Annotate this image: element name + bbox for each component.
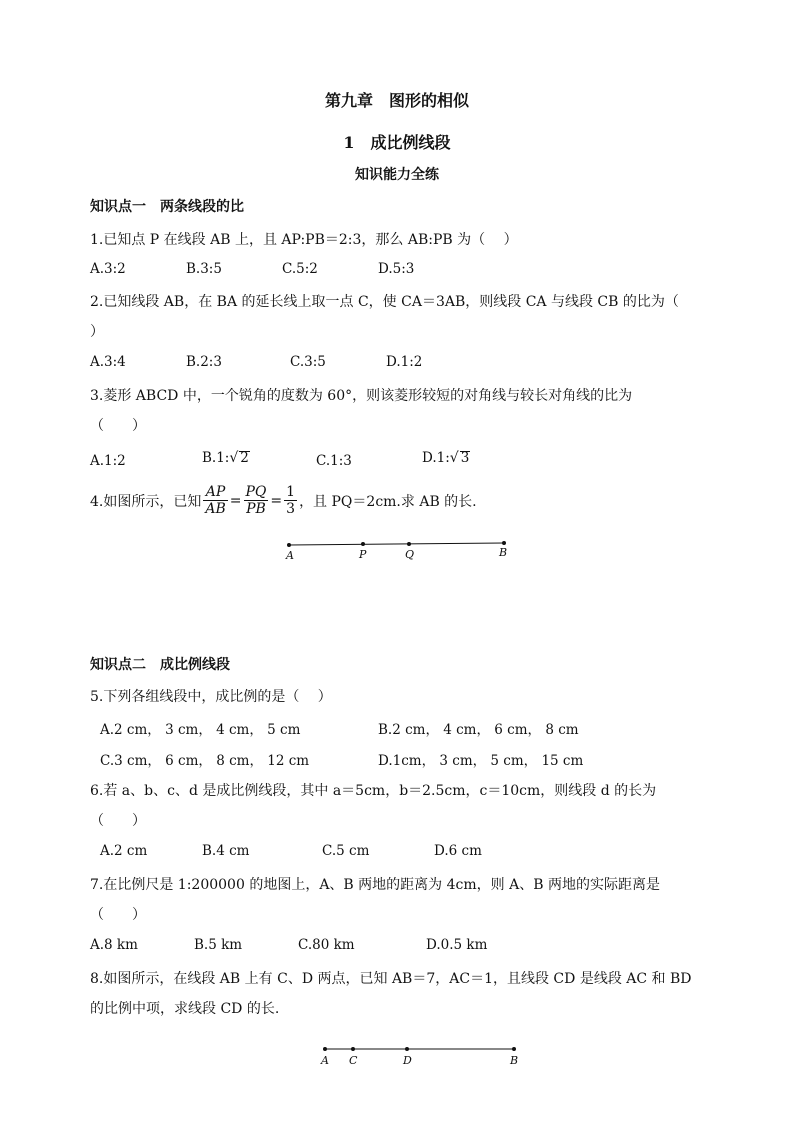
q6-option-d: D.6 cm [434,843,482,859]
label-c: C [349,1054,358,1067]
q3-d-radicand: 3 [460,450,470,466]
q6-option-b: B.4 cm [202,843,250,859]
label-q: Q [405,548,415,561]
label-a-2: A [321,1054,329,1067]
q3-option-a: A.1:2 [90,453,126,469]
question-8-line-1: 8.如图所示，在线段 AB 上有 C、D 两点，已知 AB＝7，AC＝1，且线段 CD 是线段 AC 和 BD [90,971,692,987]
question-1-text: 1.已知点 P 在线段 AB 上，且 AP:PB＝2:3，那么 AB:PB 为（ ） [90,232,518,248]
point-a-dot [287,543,291,547]
question-4-text: 4.如图所示，已知 $\frac{AP}{AB}$ = $\frac{PQ}{PB}$ = $\frac{1}{3}$ ，且 PQ＝2cm.求 AB 的长. [90,484,477,517]
q2-option-a: A.3:4 [90,354,126,370]
point-c-dot [351,1047,355,1051]
q1-option-d: D.5:3 [378,261,415,277]
question-7-line-1: 7.在比例尺是 1:200000 的地图上，A、B 两地的距离为 4cm，则 A、B 两地的实际距离是 [90,877,660,893]
q5-option-b: B.2 cm， 4 cm， 6 cm， 8 cm [378,722,579,738]
q6-option-c: C.5 cm [322,843,370,859]
knowledge-point-1-title: 知识点一 两条线段的比 [90,199,244,215]
q7-option-c: C.80 km [298,937,355,953]
question-2-line-2: ） [90,324,104,340]
fraction-ap-ab: $\frac{AP}{AB}$ [205,484,226,517]
segment-figure-acdb [316,1040,526,1070]
q5-option-d: D.1cm， 3 cm， 5 cm， 15 cm [378,753,584,769]
q7-option-b: B.5 km [194,937,243,953]
label-p: P [359,548,367,561]
q3-option-d: D.1:√ 3 [422,450,470,466]
chapter-title: 第九章 图形的相似 [324,91,469,110]
fraction-pq-pb: $\frac{PQ}{PB}$ [245,484,267,517]
knowledge-point-2-title: 知识点二 成比例线段 [90,657,230,673]
label-b-2: B [510,1054,519,1067]
q5-option-c: C.3 cm， 6 cm， 8 cm， 12 cm [100,753,310,769]
q3-b-radicand: 2 [240,450,249,466]
question-6-line-2: （ ） [90,813,146,829]
segment-ab-line [289,543,504,545]
q2-option-b: B.2:3 [186,354,222,370]
point-a-dot-2 [323,1047,327,1051]
point-d-dot [405,1047,409,1051]
question-6-line-1: 6.若 a、b、c、d 是成比例线段，其中 a＝5cm，b＝2.5cm，c＝10cm，则线段 d 的长为 [90,783,657,799]
q3-option-b: B.1:√ 2 [202,450,249,466]
point-b-dot [502,541,506,545]
q7-option-a: A.8 km [90,937,138,953]
question-2-line-1: 2.已知线段 AB，在 BA 的延长线上取一点 C，使 CA＝3AB，则线段 CA 与线段 CB 的比为（ [90,294,679,310]
question-5-text: 5.下列各组线段中，成比例的是（ ） [90,689,332,705]
fraction-one-third: $\frac{1}{3}$ [286,484,296,517]
q7-option-d: D.0.5 km [426,937,488,953]
label-d: D [403,1054,412,1067]
q1-option-b: B.3:5 [186,261,222,277]
segment-figure-apqb [280,536,520,566]
q1-option-c: C.5:2 [282,261,318,277]
question-3-line-2: （ ） [90,418,146,434]
label-a: A [286,549,294,562]
point-b-dot-2 [512,1047,516,1051]
subsection-title: 知识能力全练 [355,167,439,183]
question-8-line-2: 的比例中项，求线段 CD 的长. [90,1001,280,1017]
section-title: 1 成比例线段 [343,133,451,152]
q5-option-a: A.2 cm， 3 cm， 4 cm， 5 cm [100,722,301,738]
q6-option-a: A.2 cm [100,843,148,859]
point-q-dot [407,542,411,546]
point-p-dot [361,542,365,546]
question-3-line-1: 3.菱形 ABCD 中，一个锐角的度数为 60°，则该菱形较短的对角线与较长对角线的比为 [90,388,633,404]
question-7-line-2: （ ） [90,907,146,923]
label-b: B [499,546,508,559]
q2-option-c: C.3:5 [290,354,326,370]
q1-option-a: A.3:2 [90,261,126,277]
q2-option-d: D.1:2 [386,354,423,370]
q3-option-c: C.1:3 [316,453,352,469]
